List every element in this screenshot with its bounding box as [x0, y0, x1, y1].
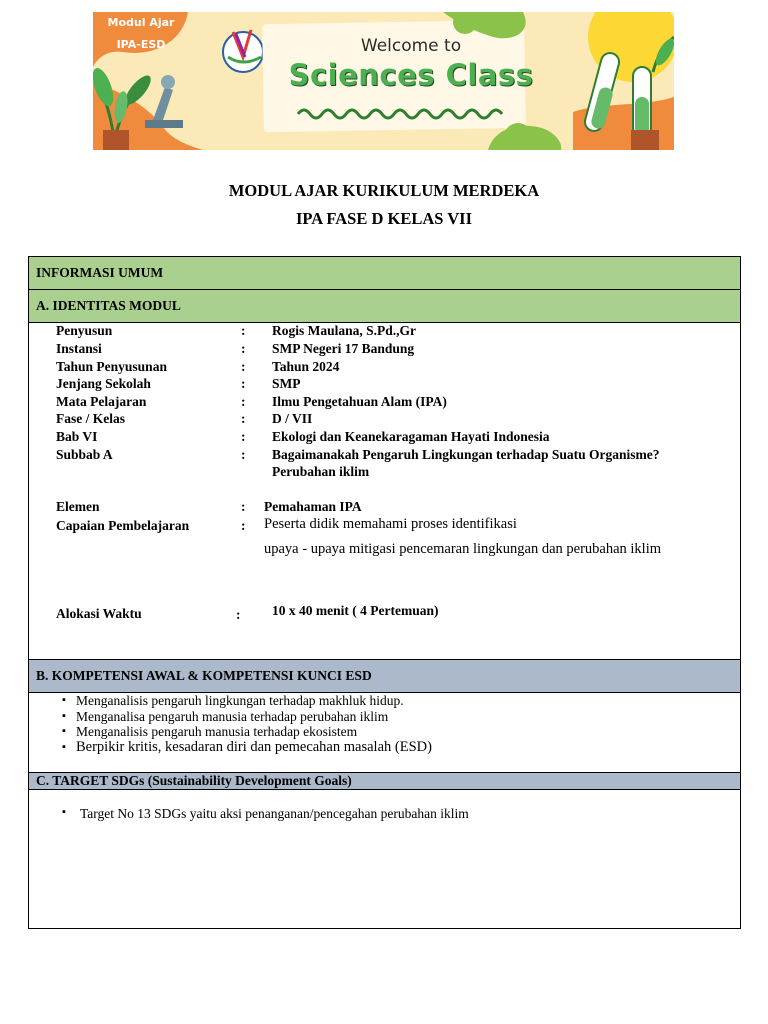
row-label-bab: Bab VI [56, 429, 98, 444]
row-label-instansi: Instansi [56, 341, 102, 356]
section-b-heading: B. KOMPETENSI AWAL & KOMPETENSI KUNCI ESD [29, 659, 740, 693]
row-sep: : [241, 447, 246, 462]
document-title: MODUL AJAR KURIKULUM MERDEKA [228, 181, 540, 200]
row-value-instansi: SMP Negeri 17 Bandung [272, 341, 415, 356]
list-item: ▪ Menganalisa pengaruh manusia terhadap perubahan iklim [62, 709, 432, 725]
row-value-penyusun: Rogis Maulana, S.Pd.,Gr [272, 323, 417, 338]
row-label-penyusun: Penyusun [56, 323, 113, 338]
module-info-table [28, 256, 741, 929]
document-subtitle: IPA FASE D KELAS VII [295, 209, 473, 228]
row-sep: : [241, 499, 246, 514]
row-value-subbab: Bagaimanakah Pengaruh Lingkungan terhadap Suatu Organisme? [272, 447, 660, 462]
row-value-alokasi: 10 x 40 menit ( 4 Pertemuan) [272, 603, 439, 618]
section-general-heading: INFORMASI UMUM [29, 257, 740, 290]
sdg-target-item: ▪ Target No 13 SDGs yaitu aksi penanganan/pencegahan perubahan iklim [62, 806, 469, 822]
section-a-heading: A. IDENTITAS MODUL [29, 290, 740, 323]
banner-tag-modul: Modul Ajar [107, 16, 175, 29]
list-item: ▪ Berpikir kritis, kesadaran diri dan pemecahan masalah (ESD) [62, 740, 432, 756]
row-value-capaian-2: upaya - upaya mitigasi pencemaran lingkungan dan perubahan iklim [264, 541, 662, 557]
row-label-mapel: Mata Pelajaran [56, 394, 147, 409]
row-value-subbab-2: Perubahan iklim [272, 464, 370, 479]
sciences-class-banner [93, 12, 674, 150]
row-sep: : [241, 518, 246, 533]
row-value-mapel: Ilmu Pengetahuan Alam (IPA) [272, 394, 447, 409]
row-value-jenjang: SMP [272, 376, 301, 391]
row-value-fase: D / VII [272, 411, 313, 426]
row-value-bab: Ekologi dan Keanekaragaman Hayati Indonesia [272, 429, 550, 444]
banner-welcome: Welcome to [360, 36, 462, 56]
section-c-heading: C. TARGET SDGs (Sustainability Development Goals) [29, 772, 740, 790]
row-sep: : [241, 359, 246, 374]
row-sep: : [236, 607, 241, 622]
row-label-fase: Fase / Kelas [56, 411, 125, 426]
list-item: ▪ Menganalisis pengaruh manusia terhadap ekosistem [62, 724, 432, 740]
row-sep: : [241, 429, 246, 444]
competency-list [62, 693, 432, 755]
list-item: ▪ Menganalisis pengaruh lingkungan terhadap makhluk hidup. [62, 693, 432, 709]
row-label-capaian: Capaian Pembelajaran [56, 518, 190, 533]
row-sep: : [241, 394, 246, 409]
row-label-elemen: Elemen [56, 499, 100, 514]
row-sep: : [241, 411, 246, 426]
row-label-tahun: Tahun Penyusunan [56, 359, 167, 374]
banner-headline: Sciences Class [288, 58, 534, 92]
row-sep: : [241, 323, 246, 338]
row-label-jenjang: Jenjang Sekolah [56, 376, 151, 391]
row-sep: : [241, 376, 246, 391]
row-label-subbab: Subbab A [56, 447, 113, 462]
row-sep: : [241, 341, 246, 356]
row-label-alokasi: Alokasi Waktu [56, 606, 142, 621]
row-value-capaian: Peserta didik memahami proses identifikasi [264, 516, 517, 532]
row-value-tahun: Tahun 2024 [272, 359, 340, 374]
row-value-elemen: Pemahaman IPA [264, 499, 362, 514]
banner-tag-ipa: IPA-ESD [116, 38, 166, 51]
